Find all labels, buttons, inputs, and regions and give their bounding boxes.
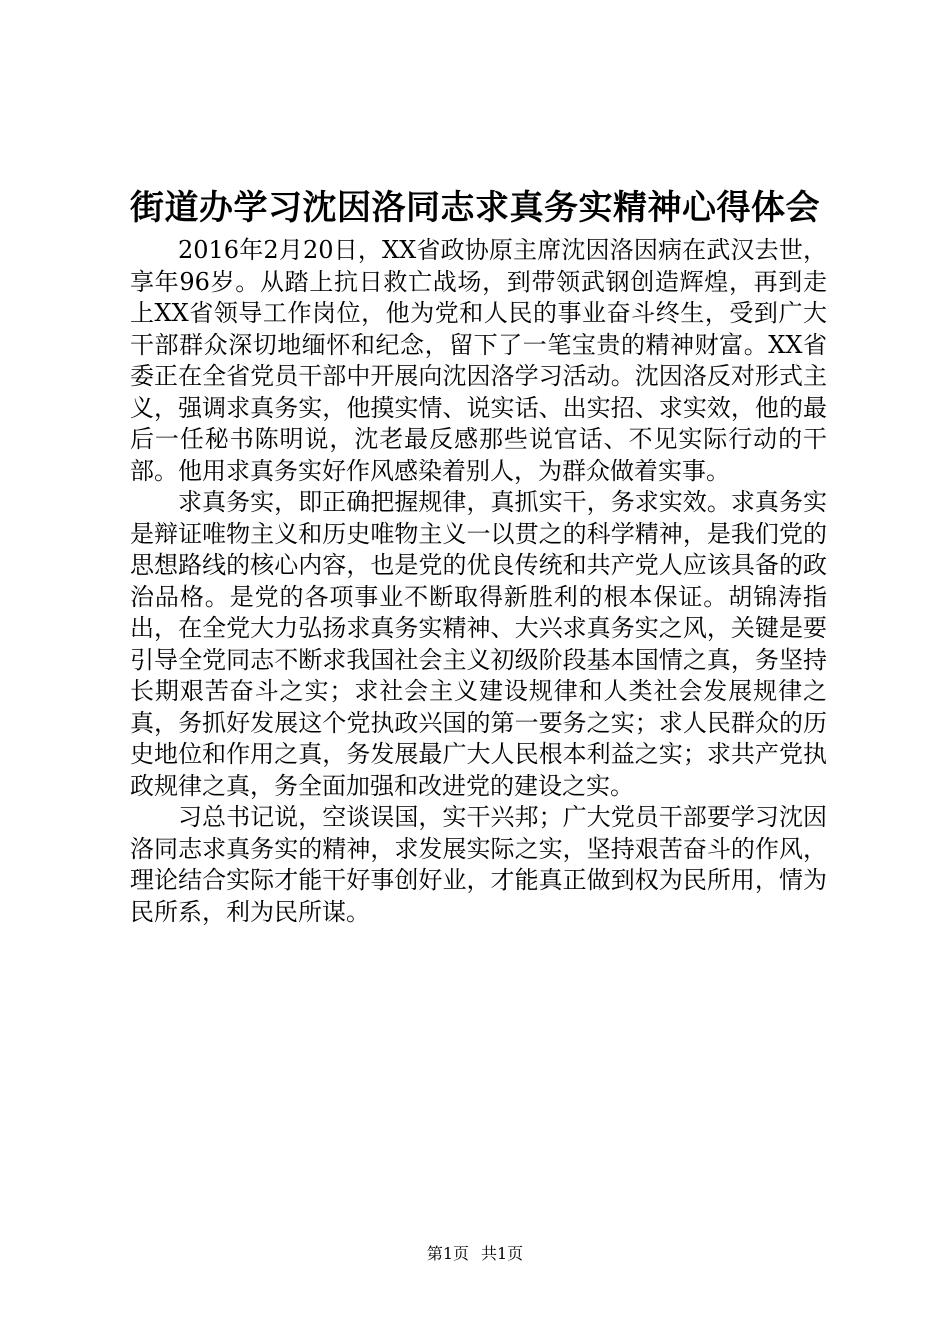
page-number: 第1页 <box>426 1244 469 1263</box>
body-paragraph-3: 习总书记说，空谈误国，实干兴邦；广大党员干部要学习沈因洛同志求真务实的精神，求发展实际之实，坚持艰苦奋斗的作风，理论结合实际才能干好事创好业，才能真正做到权为民所用，情为民所系，利为民所谋。 <box>130 803 827 926</box>
page-footer <box>0 1244 950 1264</box>
body-paragraph-2: 求真务实，即正确把握规律，真抓实干，务求实效。求真务实是辩证唯物主义和历史唯物主义一以贯之的科学精神，是我们党的思想路线的核心内容，也是党的优良传统和共产党人应该具备的政治品格。是党的各项事业不断取得新胜利的根本保证。胡锦涛指出，在全党大力弘扬求真务实精神、大兴求真务实之风，关键是要引导全党同志不断求我国社会主义初级阶段基本国情之真，务坚持长期艰苦奋斗之实；求社会主义建设规律和人类社会发展规律之真，务抓好发展这个党执政兴国的第一要务之实；求人民群众的历史地位和作用之真，务发展最广大人民根本利益之实；求共产党执政规律之真，务全面加强和改进党的建设之实。 <box>130 488 827 800</box>
document-body <box>130 235 827 928</box>
document-title: 街道办学习沈因洛同志求真务实精神心得体会 <box>130 188 820 228</box>
body-paragraph-1: 2016年2月20日，XX省政协原主席沈因洛因病在武汉去世，享年96岁。从踏上抗日救亡战场，到带领武钢创造辉煌，再到走上XX省领导工作岗位，他为党和人民的事业奋斗终生，受到广大干部群众深切地缅怀和纪念，留下了一笔宝贵的精神财富。XX省委正在全省党员干部中开展向沈因洛学习活动。沈因洛反对形式主义，强调求真务实，他摸实情、说实话、出实招、求实效，他的最后一任秘书陈明说，沈老最反感那些说官话、不见实际行动的干部。他用求真务实好作风感染着别人，为群众做着实事。 <box>130 236 827 485</box>
page-total: 共1页 <box>481 1244 524 1263</box>
